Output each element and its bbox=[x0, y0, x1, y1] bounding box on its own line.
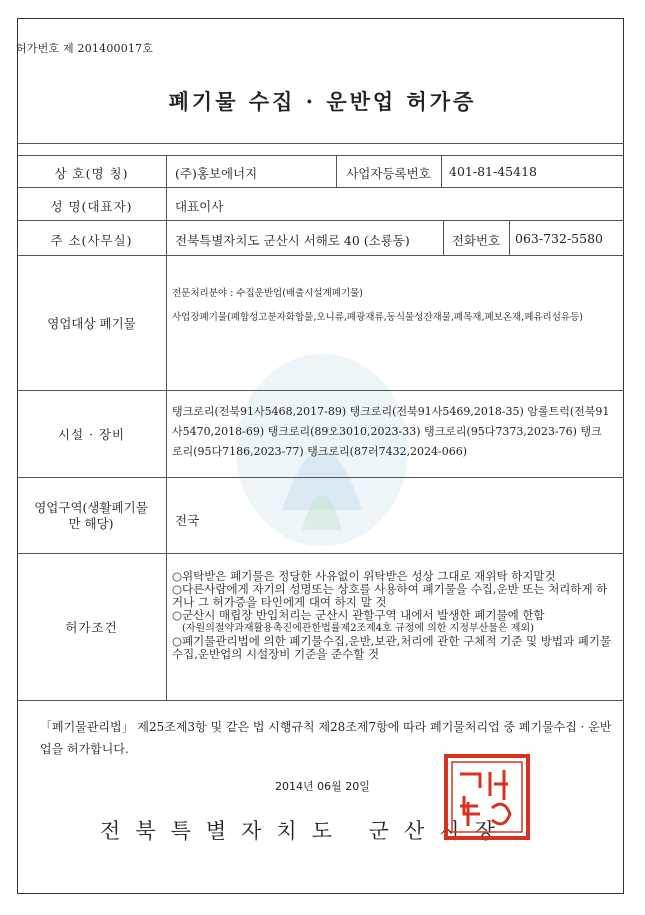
law-statement: 「폐기물관리법」 제25조제3항 및 같은 법 시행규칙 제28조제7항에 따라 폐기물처리업 중 폐기물수집 · 운반업을 허가합니다. bbox=[40, 720, 612, 756]
facility-list: 탱크로리(전북91사5468,2017-89) 탱크로리(전북91사5469,2018-35) 암롤트럭(전북91사5470,2018-69) 탱크로리(89오3010,2023-33) 탱크로리(95다7373,2023-76) 탱크로리(95다7186,2023-77) 탱크로리(87러7432,2024-066) bbox=[172, 405, 610, 458]
divider bbox=[17, 143, 624, 144]
phone-label: 전화번호 bbox=[451, 233, 501, 248]
divider bbox=[441, 155, 442, 187]
name-value: 대표이사 bbox=[175, 199, 224, 214]
divider bbox=[17, 553, 624, 554]
area-label: 영업구역(생활폐기물 만 해당) bbox=[34, 500, 148, 531]
phone-value: 063-732-5580 bbox=[515, 231, 603, 246]
page-title: 폐기물 수집 · 운반업 허가증 bbox=[168, 89, 477, 114]
area-value: 전국 bbox=[175, 513, 200, 528]
company-label: 상 호(명 칭) bbox=[54, 166, 129, 181]
condition-item: ○위탁받은 폐기물은 정당한 사유없이 위탁받은 성상 그대로 재위탁 하지말것 bbox=[172, 569, 556, 583]
waste-field-line: 전문처리분야 : 수집운반업(배출시설계폐기물) bbox=[172, 288, 364, 299]
issue-date: 2014년 06월 20일 bbox=[275, 780, 370, 793]
divider bbox=[509, 220, 510, 255]
condition-item: ○폐기물관리법에 의한 폐기물수집,운반,보관,처리에 관한 구체적 기준 및 방법과 폐기물수집,운반업의 시설장비 기준을 준수할 것 bbox=[172, 634, 612, 661]
waste-category-line: 사업장폐기물(폐합성고분자화합물,오니류,폐광재류,동식물성잔재물,폐목재,폐보온재,폐유리섬유등) bbox=[172, 312, 583, 323]
bizno-label: 사업자등록번호 bbox=[346, 166, 431, 181]
divider bbox=[17, 155, 624, 156]
divider bbox=[17, 390, 624, 391]
bizno-value: 401-81-45418 bbox=[449, 164, 537, 179]
divider bbox=[17, 220, 624, 221]
condition-item: ○다른사람에게 자기의 성명또는 상호를 사용하여 폐기물을 수집,운반 또는 처리하게 하거나 그 허가증을 타인에게 대여 하지 말 것 bbox=[172, 582, 608, 609]
address-value: 전북특별자치도 군산시 서해로 40 (소룡동) bbox=[175, 233, 410, 248]
divider bbox=[17, 700, 624, 701]
divider bbox=[17, 187, 624, 188]
divider bbox=[17, 255, 624, 256]
permit-number: 허가번호 제 201400017호 bbox=[16, 42, 154, 55]
condition-item: (자원의절약과재활용촉진에관한법률제2조제4호 규정에 의한 지정부산물은 제외) bbox=[182, 623, 535, 634]
waste-label: 영업대상 폐기물 bbox=[47, 316, 136, 331]
company-value: (주)홍보에너지 bbox=[175, 166, 258, 181]
divider bbox=[17, 477, 624, 478]
facility-label: 시설 · 장비 bbox=[57, 427, 126, 442]
condition-item: ○군산시 매립장 반입처리는 군산시 관할구역 내에서 발생한 폐기물에 한함 bbox=[172, 608, 545, 622]
issuer-name: 전북특별자치도 군산시장 bbox=[100, 819, 510, 843]
name-label: 성 명(대표자) bbox=[50, 199, 133, 214]
conditions-list bbox=[172, 570, 612, 661]
conditions-label: 허가조건 bbox=[65, 620, 118, 635]
address-label: 주 소(사무실) bbox=[50, 233, 133, 248]
official-seal bbox=[442, 752, 532, 842]
divider bbox=[166, 155, 167, 700]
